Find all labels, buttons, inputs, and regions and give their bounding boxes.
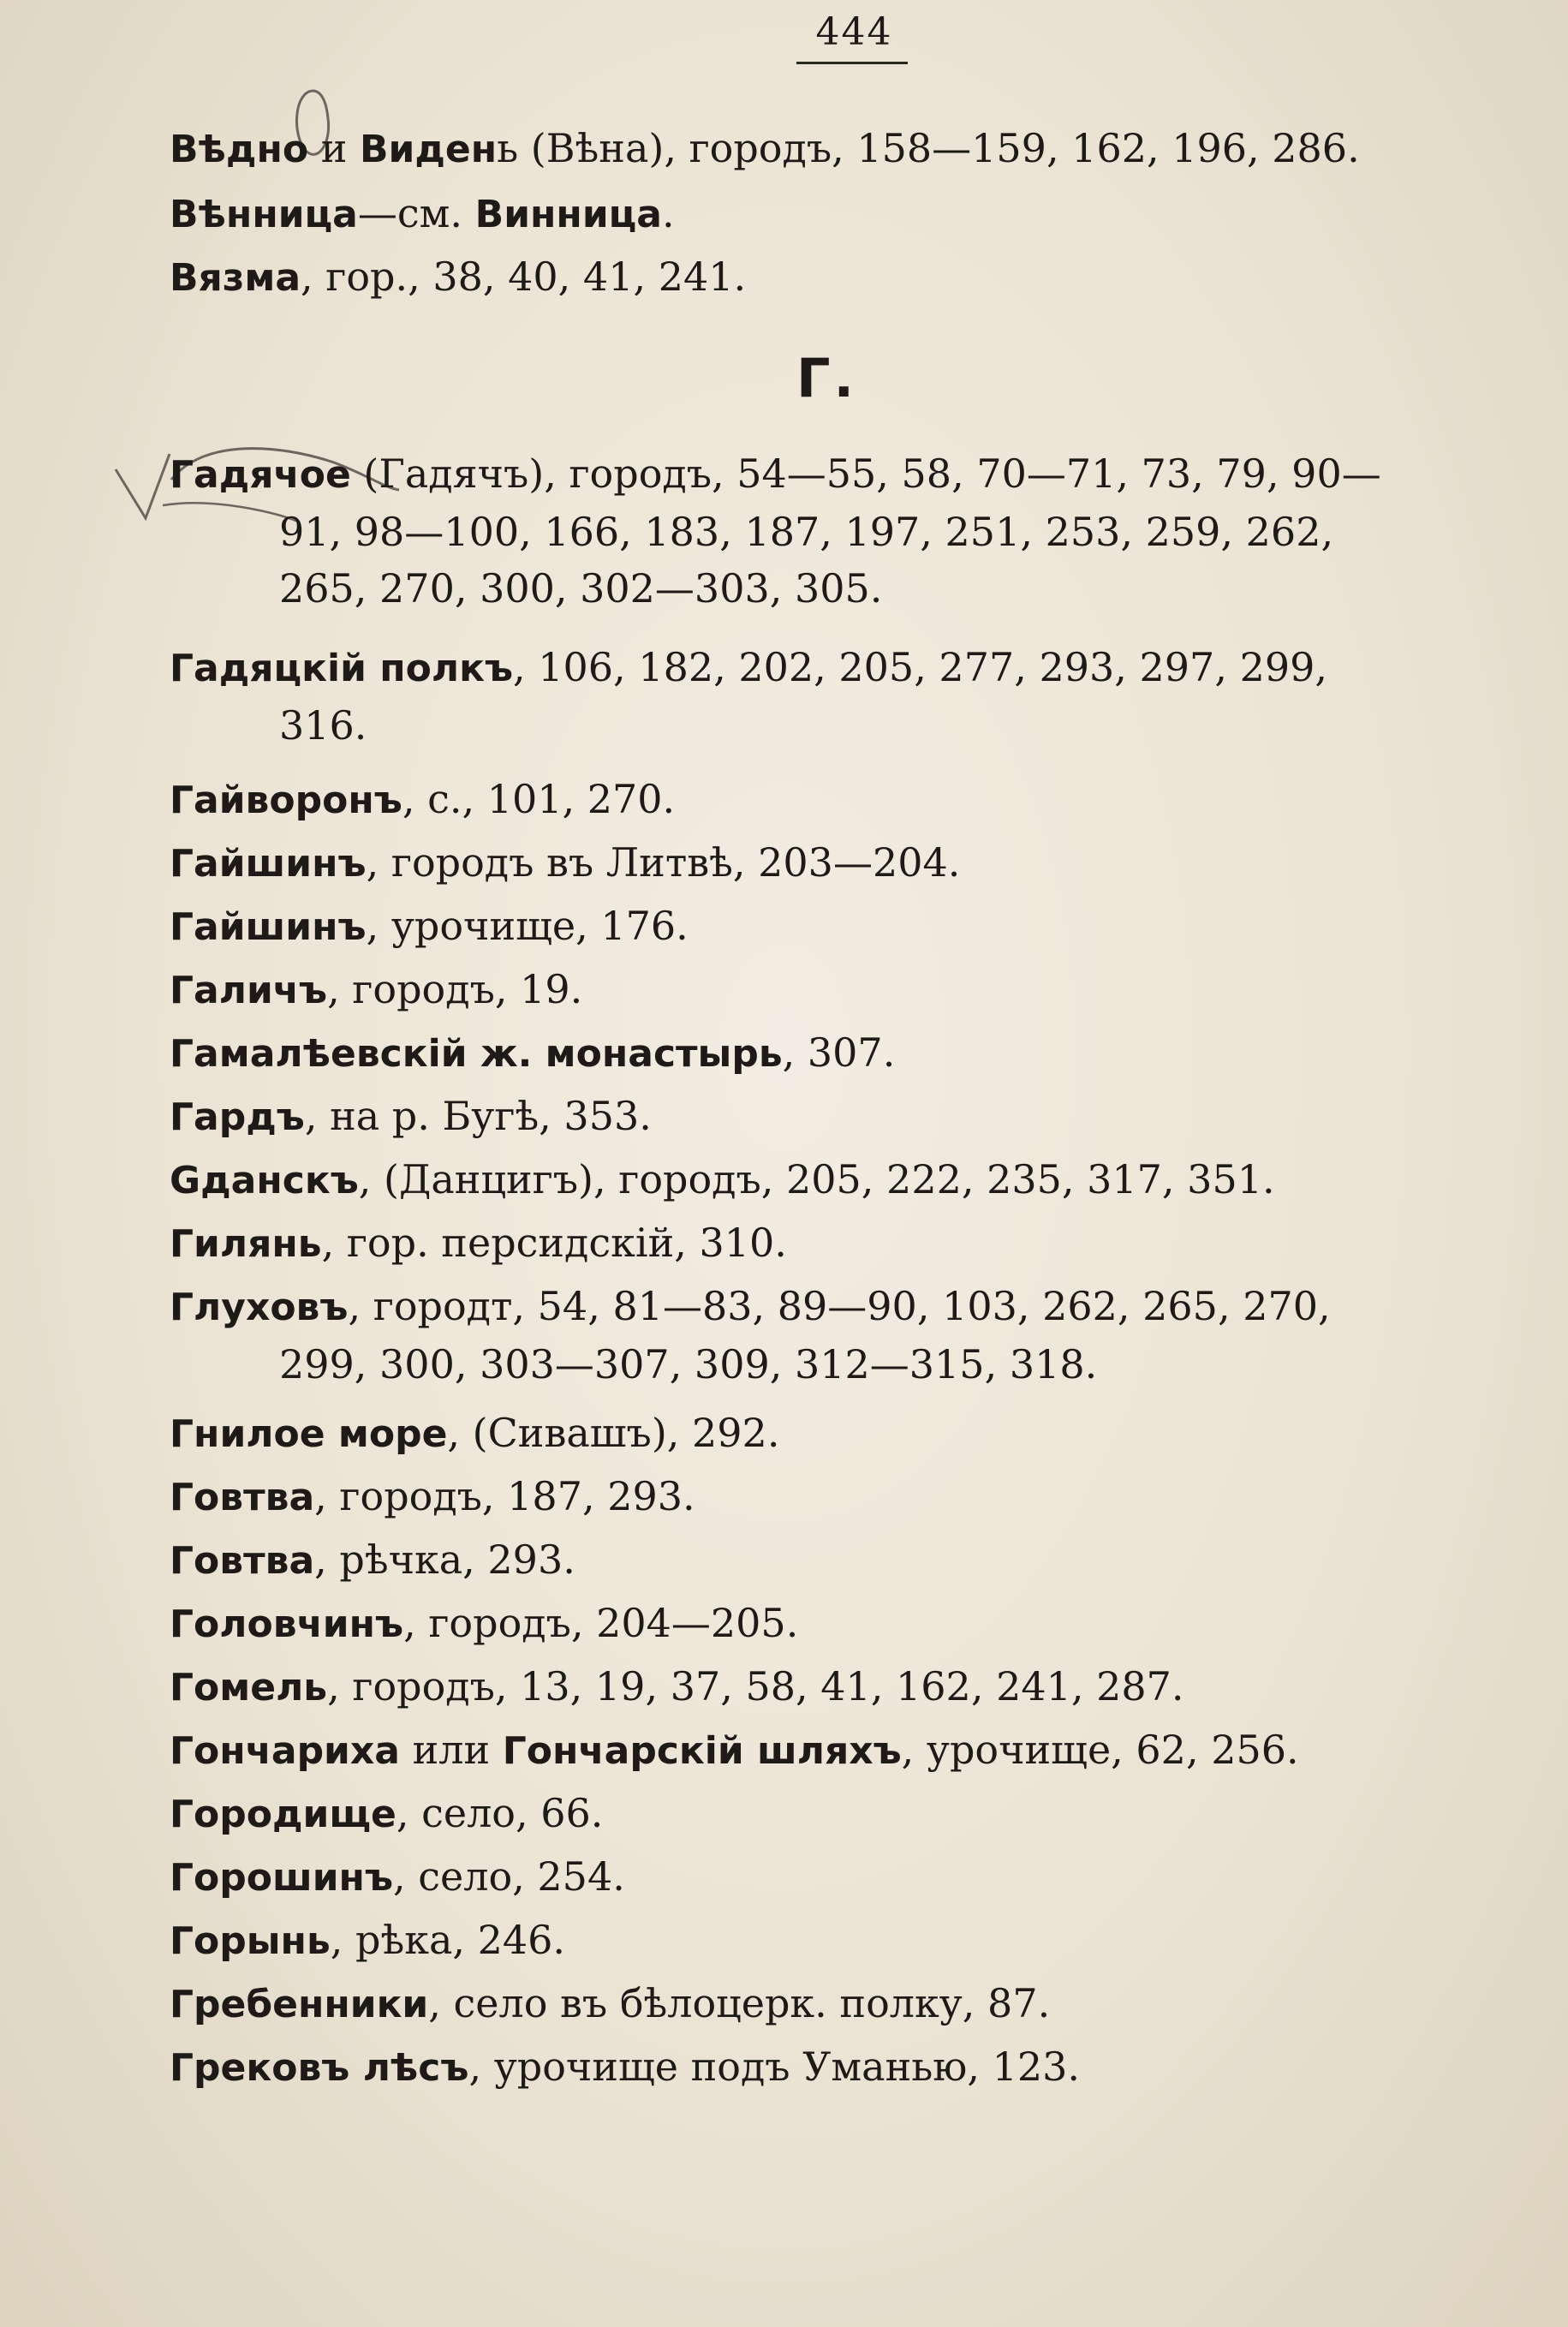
index-entry xyxy=(170,898,1548,956)
index-entry xyxy=(170,1912,1548,1970)
entry-headword-2: Гончарскій шляхъ xyxy=(502,1729,902,1773)
entry-headword: Галичъ xyxy=(170,969,328,1012)
entry-text: , 106, 182, 202, 205, 277, 293, 297, 299, xyxy=(513,644,1327,690)
entry-headword: Говтва xyxy=(170,1476,315,1519)
entry-headword: Гомель xyxy=(170,1666,328,1709)
index-entry xyxy=(170,248,1548,307)
entry-continuation: 91, 98—100, 166, 183, 187, 197, 251, 253, 259, 262, xyxy=(279,509,1334,555)
entry-headword: Головчинъ xyxy=(170,1602,404,1646)
index-entry xyxy=(170,1595,1548,1653)
entry-text: , городъ, 187, 293. xyxy=(314,1473,695,1519)
entry-text: , (Сивашъ), 292. xyxy=(447,1410,780,1456)
entry-headword: Городище xyxy=(170,1793,396,1836)
section-letter: Г. xyxy=(796,347,858,409)
entry-text: , гор. персидскій, 310. xyxy=(321,1220,787,1266)
entry-headword-2: Винница xyxy=(474,193,662,236)
index-entry xyxy=(170,445,1548,617)
entry-headword-2: Виден xyxy=(359,128,498,171)
entry-headword: Грековъ лѣсъ xyxy=(170,2046,469,2090)
entry-text: , село, 66. xyxy=(396,1790,604,1836)
entry-text: , на р. Бугѣ, 353. xyxy=(304,1093,652,1139)
entry-text: , село въ бѣлоцерк. полку, 87. xyxy=(428,1980,1051,2026)
entry-headword: Вязма xyxy=(170,256,301,300)
entry-continuation: 265, 270, 300, 302—303, 305. xyxy=(279,565,883,612)
index-entry xyxy=(170,1785,1548,1843)
index-entry xyxy=(170,1848,1548,1906)
entry-headword: Гилянь xyxy=(170,1222,322,1266)
entry-text-2: , урочище, 62, 256. xyxy=(901,1727,1299,1773)
entry-headword: Гадяцкій полкъ xyxy=(170,647,514,690)
entry-headword: Глуховъ xyxy=(170,1286,349,1329)
index-entry xyxy=(170,1531,1548,1590)
entry-text: , городъ, 204—205. xyxy=(403,1600,799,1646)
entry-headword: Гайшинъ xyxy=(170,905,367,949)
entry-continuation: 299, 300, 303—307, 309, 312—315, 318. xyxy=(279,1341,1098,1387)
entry-headword: Гадячое xyxy=(170,453,351,497)
entry-text: , село, 254. xyxy=(393,1853,625,1900)
index-entry xyxy=(170,2038,1548,2097)
entry-text: (Гадячъ), городъ, 54—55, 58, 70—71, 73, 79, 90— xyxy=(350,450,1381,497)
entry-text: , рѣчка, 293. xyxy=(314,1536,575,1583)
index-entry xyxy=(170,1405,1548,1463)
entry-text: , урочище, 176. xyxy=(366,903,689,949)
entry-text: , городт, 54, 81—83, 89—90, 103, 262, 265, 270, xyxy=(348,1283,1331,1329)
entry-headword: Гайворонъ xyxy=(170,779,402,822)
index-entry xyxy=(170,1024,1548,1083)
entry-text: , с., 101, 270. xyxy=(402,776,676,822)
index-entry xyxy=(170,1214,1548,1273)
entry-text: , 307. xyxy=(782,1029,896,1076)
index-entry xyxy=(170,1278,1548,1393)
entry-text: или xyxy=(399,1727,503,1773)
index-entry xyxy=(170,1151,1548,1209)
index-entry xyxy=(170,1468,1548,1526)
index-entry xyxy=(170,1975,1548,2033)
entry-text: , урочище подъ Уманью, 123. xyxy=(468,2044,1081,2090)
entry-text: —см. xyxy=(357,190,475,236)
index-entry xyxy=(170,120,1548,178)
entry-headword: Говтва xyxy=(170,1539,315,1583)
entry-headword: Гайшинъ xyxy=(170,842,367,886)
index-entry xyxy=(170,834,1548,892)
index-entry xyxy=(170,639,1548,754)
page-number-rule xyxy=(796,62,908,64)
entry-text: , городъ, 19. xyxy=(327,966,583,1012)
entry-text: , (Данцигъ), городъ, 205, 222, 235, 317, 351. xyxy=(358,1156,1275,1202)
page-number: 444 xyxy=(815,10,893,54)
index-entry xyxy=(170,1658,1548,1716)
entry-headword: Гребенники xyxy=(170,1983,429,2026)
entry-text: , городъ въ Литвѣ, 203—204. xyxy=(366,839,961,886)
entry-text: , рѣка, 246. xyxy=(330,1917,566,1963)
entry-headword: Горынь xyxy=(170,1919,331,1963)
entry-text: , гор., 38, 40, 41, 241. xyxy=(301,254,747,300)
entry-headword: Гончариха xyxy=(170,1729,400,1773)
entry-continuation: 316. xyxy=(279,702,367,749)
index-entry xyxy=(170,771,1548,829)
index-entry xyxy=(170,961,1548,1019)
index-entry xyxy=(170,1721,1548,1780)
entry-headword: Горошинъ xyxy=(170,1856,394,1900)
entry-headword: Гнилое море xyxy=(170,1412,448,1456)
entry-text-2: . xyxy=(661,190,675,236)
entry-text-2: ь (Вѣна), городъ, 158—159, 162, 196, 286. xyxy=(497,125,1360,171)
entry-headword: Вѣнница xyxy=(170,193,358,236)
entry-text: и xyxy=(308,125,360,171)
entry-text: , городъ, 13, 19, 37, 58, 41, 162, 241, 287. xyxy=(327,1663,1184,1709)
index-entry xyxy=(170,185,1548,243)
entry-headword: Гамалѣевскій ж. монастырь xyxy=(170,1032,783,1076)
index-entry xyxy=(170,1088,1548,1146)
entry-headword: Гардъ xyxy=(170,1095,305,1139)
entry-headword: Вѣдно xyxy=(170,128,309,171)
entry-headword: Gданскъ xyxy=(170,1159,359,1202)
